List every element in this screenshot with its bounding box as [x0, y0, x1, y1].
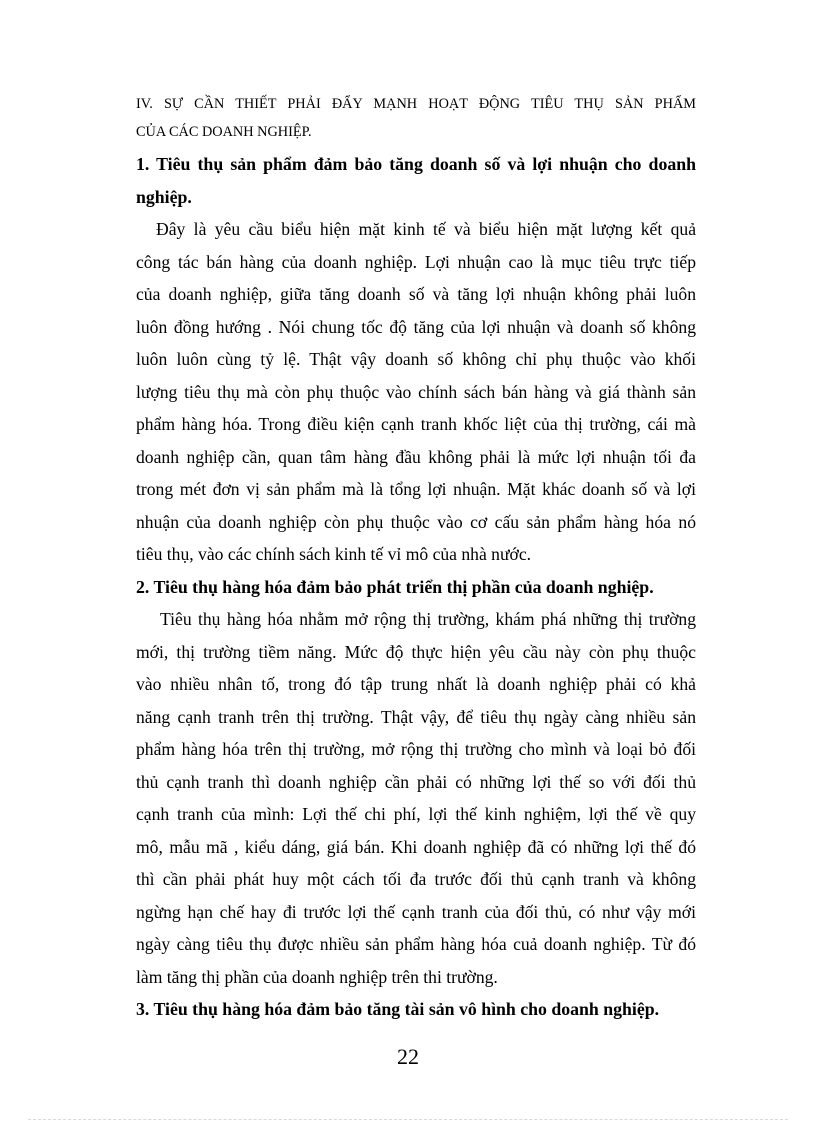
page-bottom-border — [28, 1119, 788, 1120]
paragraph-2-line: cạnh tranh của mình: Lợi thế chi phí, lợi thế kinh nghiệm, lợi thế về quy — [136, 804, 696, 824]
paragraph-1-line: nhuận của doanh nghiệp còn phụ thuộc vào cơ cấu sản phẩm hàng hóa nó — [136, 511, 696, 532]
paragraph-2-line: thủ cạnh tranh thì doanh nghiệp cần phải có những lợi thế so với đối thủ — [136, 771, 696, 792]
paragraph-1-line: trong mét đơn vị sản phẩm mà là tổng lợi nhuận. Mặt khác doanh số và lợi — [136, 479, 696, 499]
paragraph-2-line: thì cần phải phát huy một cách tối đa trước đối thủ cạnh tranh và không — [136, 869, 696, 889]
paragraph-2-line: ngừng hạn chế hay đi trước lợi thế cạnh tranh của đối thủ, có như vậy mới — [136, 901, 696, 922]
paragraph-1-line: Đây là yêu cầu biểu hiện mặt kinh tế và biểu hiện mặt lượng kết quả — [156, 219, 696, 239]
paragraph-1-line: luôn luôn cùng tỷ lệ. Thật vậy doanh số không chỉ phụ thuộc vào khối — [136, 349, 696, 369]
paragraph-2-line: mô, mẫu mã , kiểu dáng, giá bán. Khi doanh nghiệp đã có những lợi thế đó — [136, 836, 696, 857]
paragraph-1-line: công tác bán hàng của doanh nghiệp. Lợi nhuận cao là mục tiêu trực tiếp — [136, 251, 696, 272]
paragraph-1-line: doanh nghiệp cần, quan tâm hàng đầu không phải là mức lợi nhuận tối đa — [136, 446, 696, 467]
subheading-2: 2. Tiêu thụ hàng hóa đảm bảo phát triển thị phần của doanh nghiệp. — [136, 576, 654, 597]
subheading-1: 1. Tiêu thụ sản phẩm đảm bảo tăng doanh số và lợi nhuận cho doanh — [136, 154, 696, 174]
page-number: 22 — [397, 1044, 419, 1069]
paragraph-1-line: tiêu thụ, vào các chính sách kinh tế vỉ mô của nhà nước. — [136, 544, 532, 564]
paragraph-1-line: luôn đồng hướng . Nói chung tốc độ tăng của lợi nhuận và doanh số không — [136, 316, 696, 337]
subheading-3: 3. Tiêu thụ hàng hóa đảm bảo tăng tài sản vô hình cho doanh nghiệp. — [136, 999, 660, 1019]
subheading-1-cont: nghiệp. — [136, 186, 192, 207]
paragraph-1-line: của doanh nghiệp, giữa tăng doanh số và tăng lợi nhuận không phải luôn — [136, 284, 696, 304]
paragraph-1-line: phẩm hàng hóa. Trong điều kiện cạnh tranh khốc liệt của thị trường, cái mà — [136, 414, 696, 434]
paragraph-2-line: mới, thị trường tiềm năng. Mức độ thực hiện yêu cầu này còn phụ thuộc — [136, 641, 696, 662]
section-heading-line: IV. SỰ CẦN THIẾT PHẢI ĐẨY MẠNH HOẠT ĐỘNG TIÊU THỤ SẢN PHẨM — [136, 96, 696, 112]
paragraph-2-line: vào nhiều nhân tố, trong đó tập trung nhất là doanh nghiệp phải có khả — [136, 674, 696, 694]
page-body — [136, 90, 696, 1026]
section-heading-line: CỦA CÁC DOANH NGHIỆP. — [136, 124, 312, 140]
paragraph-1-line: lượng tiêu thụ mà còn phụ thuộc vào chính sách bán hàng và giá thành sản — [136, 381, 696, 402]
paragraph-2-line: năng cạnh tranh trên thị trường. Thật vậy, để tiêu thụ ngày càng nhiều sản — [136, 706, 696, 727]
paragraph-2-line: ngày càng tiêu thụ được nhiều sản phẩm hàng hóa cuả doanh nghiệp. Từ đó — [136, 934, 696, 954]
paragraph-2-line: làm tăng thị phần của doanh nghiệp trên thi trường. — [136, 966, 498, 987]
paragraph-2-line: Tiêu thụ hàng hóa nhằm mở rộng thị trường, khám phá những thị trường — [160, 609, 696, 629]
paragraph-2-line: phẩm hàng hóa trên thị trường, mở rộng thị trường cho mình và loại bỏ đối — [136, 739, 696, 759]
